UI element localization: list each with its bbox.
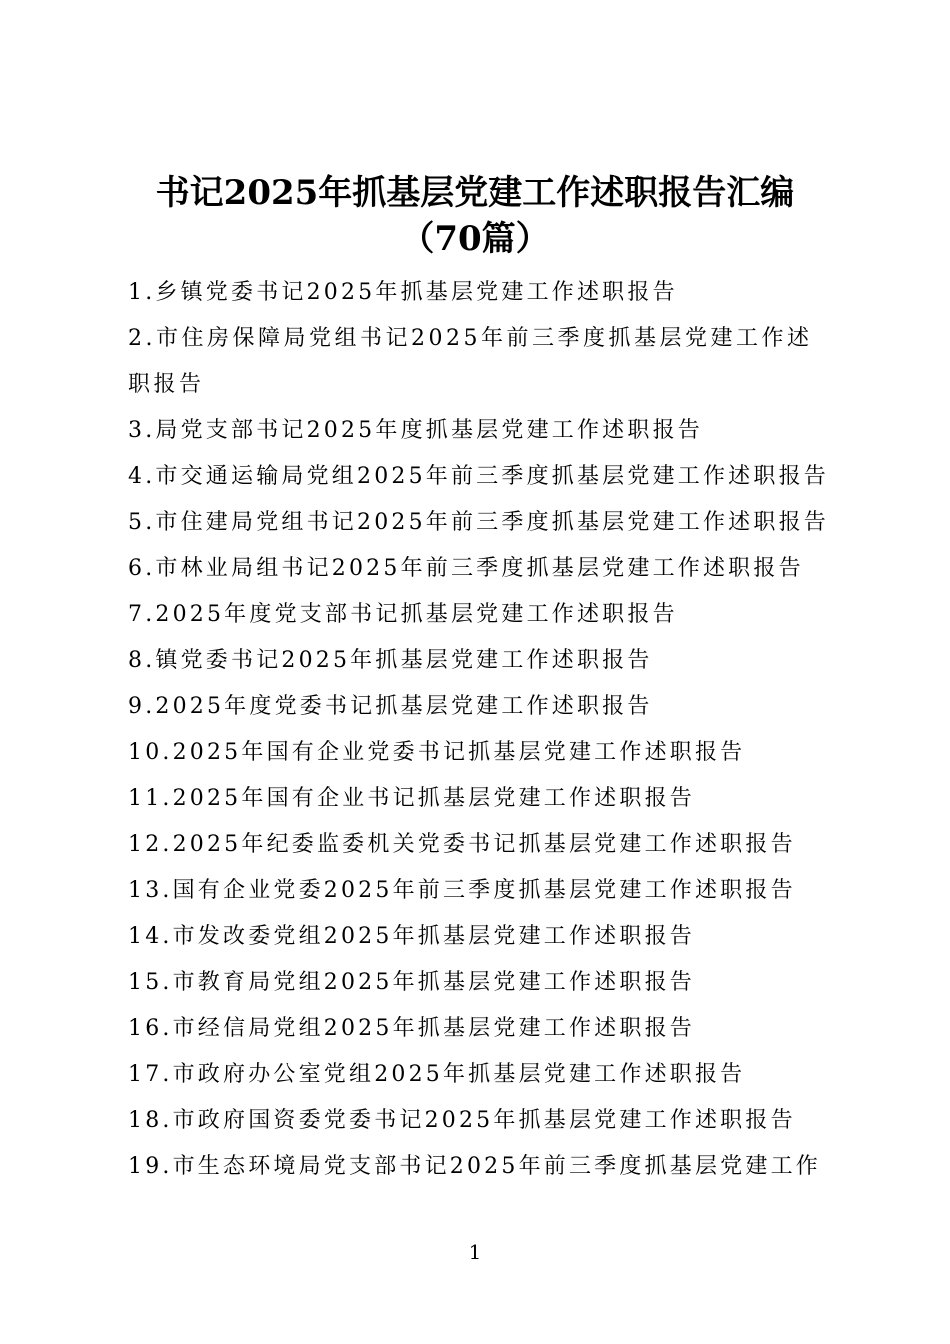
toc-item: 9.2025年度党委书记抓基层党建工作述职报告	[128, 694, 653, 719]
toc-item: 2.市住房保障局党组书记2025年前三季度抓基层党建工作述职报告	[128, 326, 813, 397]
table-of-contents	[128, 270, 833, 1190]
toc-item: 13.国有企业党委2025年前三季度抓基层党建工作述职报告	[128, 878, 796, 903]
toc-item: 19.市生态环境局党支部书记2025年前三季度抓基层党建工作	[128, 1154, 821, 1179]
toc-item: 16.市经信局党组2025年抓基层党建工作述职报告	[128, 1016, 695, 1041]
toc-item: 14.市发改委党组2025年抓基层党建工作述职报告	[128, 924, 695, 949]
toc-item: 11.2025年国有企业书记抓基层党建工作述职报告	[128, 786, 695, 811]
document-subtitle-count: （70篇）	[400, 219, 550, 259]
toc-item: 1.乡镇党委书记2025年抓基层党建工作述职报告	[128, 280, 678, 305]
toc-item: 3.局党支部书记2025年度抓基层党建工作述职报告	[128, 418, 703, 443]
toc-item: 5.市住建局党组书记2025年前三季度抓基层党建工作述职报告	[128, 510, 829, 535]
toc-item: 15.市教育局党组2025年抓基层党建工作述职报告	[128, 970, 695, 995]
toc-item: 6.市林业局组书记2025年前三季度抓基层党建工作述职报告	[128, 556, 804, 581]
toc-item: 17.市政府办公室党组2025年抓基层党建工作述职报告	[128, 1062, 746, 1087]
toc-item: 4.市交通运输局党组2025年前三季度抓基层党建工作述职报告	[128, 464, 829, 489]
page-number: 1	[468, 1240, 482, 1264]
toc-item: 12.2025年纪委监委机关党委书记抓基层党建工作述职报告	[128, 832, 796, 857]
toc-item: 10.2025年国有企业党委书记抓基层党建工作述职报告	[128, 740, 746, 765]
toc-item: 18.市政府国资委党委书记2025年抓基层党建工作述职报告	[128, 1108, 796, 1133]
toc-item: 8.镇党委书记2025年抓基层党建工作述职报告	[128, 648, 653, 673]
document-title: 书记2025年抓基层党建工作述职报告汇编	[155, 173, 795, 213]
toc-item: 7.2025年度党支部书记抓基层党建工作述职报告	[128, 602, 678, 627]
